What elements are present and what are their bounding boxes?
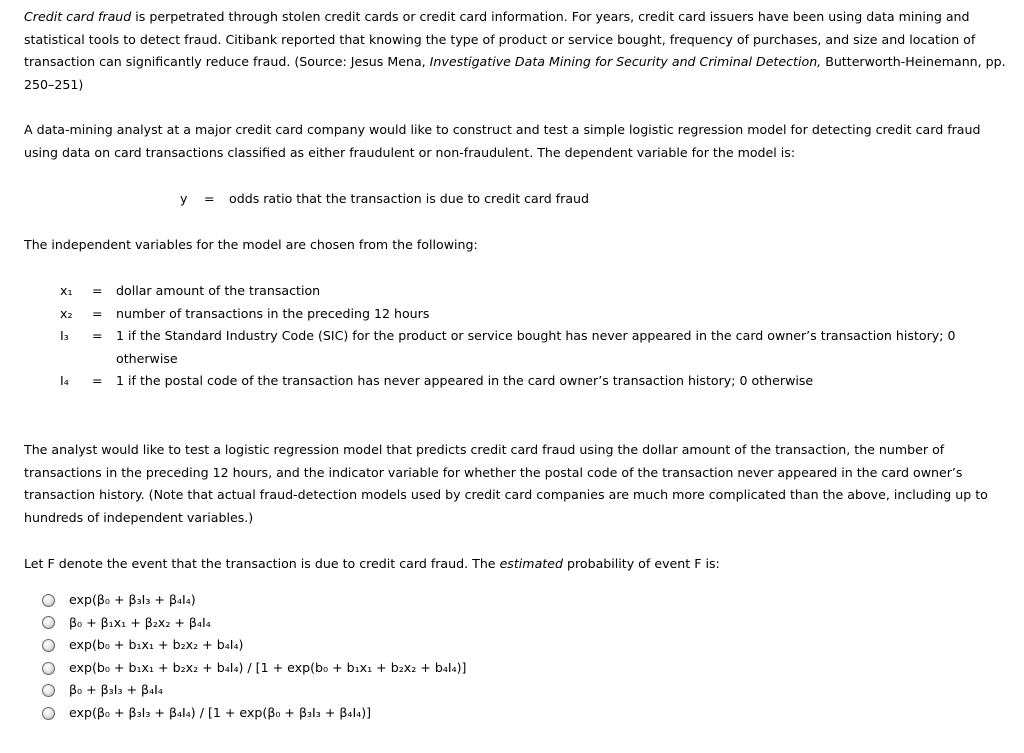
radio-button[interactable] bbox=[42, 684, 55, 697]
answer-option-5[interactable] bbox=[42, 679, 466, 702]
variable-row bbox=[60, 303, 1020, 326]
radio-button[interactable] bbox=[42, 594, 55, 607]
radio-button[interactable] bbox=[42, 639, 55, 652]
answer-option-1[interactable] bbox=[42, 589, 466, 612]
var-desc: number of transactions in the preceding 12 hours bbox=[116, 305, 430, 321]
model-paragraph: The analyst would like to test a logistic regression model that predicts credit card fraud using the dollar amount of the transaction, the number of transactions in the preceding 12 hours, and the indicator variable for whether the postal code of the transaction never appeared in the card owner’s transaction history. (Note that actual fraud-detection models used by credit card companies are much more complicated than the above, including up to hundreds of independent variables.) bbox=[24, 442, 988, 525]
prompt-emphasis: estimated bbox=[499, 556, 563, 571]
independent-intro: The independent variables for the model are chosen from the following: bbox=[24, 237, 478, 252]
intro-paragraph bbox=[24, 6, 1016, 96]
term-credit-card-fraud: Credit card fraud bbox=[24, 9, 132, 24]
analyst-paragraph: A data-mining analyst at a major credit card company would like to construct and test a simple logistic regression model for detecting credit card fraud using data on card transactions classified as either fraudulent or non-fraudulent. The dependent variable for the model is: bbox=[24, 122, 981, 160]
dep-var: y bbox=[180, 191, 188, 206]
option-label[interactable]: exp(β₀ + β₃I₃ + β₄I₄) / [1 + exp(β₀ + β₃I₃ + β₄I₄)] bbox=[69, 704, 372, 720]
source-title: Investigative Data Mining for Security and Criminal Detection, bbox=[429, 54, 822, 70]
dep-eq: = bbox=[204, 191, 215, 206]
variable-list bbox=[60, 280, 1020, 393]
dep-desc: odds ratio that the transaction is due to credit card fraud bbox=[229, 191, 590, 206]
variable-row bbox=[60, 370, 1020, 393]
var-eq: = bbox=[92, 328, 103, 344]
var-eq: = bbox=[92, 373, 103, 389]
answer-option-2[interactable] bbox=[42, 612, 466, 635]
radio-button[interactable] bbox=[42, 616, 55, 629]
variable-row bbox=[60, 325, 1020, 370]
option-label[interactable]: exp(β₀ + β₃I₃ + β₄I₄) bbox=[69, 592, 196, 607]
var-name: x₁ bbox=[60, 283, 73, 298]
radio-button[interactable] bbox=[42, 707, 55, 720]
var-name: I₃ bbox=[60, 328, 69, 344]
option-label[interactable]: β₀ + β₃I₃ + β₄I₄ bbox=[69, 682, 163, 698]
prompt-text: Let F denote the event that the transaction is due to credit card fraud. The bbox=[24, 556, 500, 571]
dependent-variable bbox=[180, 188, 589, 211]
answer-option-3[interactable] bbox=[42, 634, 466, 657]
answer-option-4[interactable] bbox=[42, 657, 466, 680]
var-eq: = bbox=[92, 305, 103, 321]
variable-row bbox=[60, 280, 1020, 303]
var-desc: 1 if the Standard Industry Code (SIC) for the product or service bought has never appeared in the card owner’s transaction history; 0 otherwise bbox=[116, 328, 956, 366]
var-eq: = bbox=[92, 283, 103, 298]
source-publisher: Butterworth-Heinemann, pp. 250–251) bbox=[24, 54, 1006, 92]
answer-option-6[interactable] bbox=[42, 702, 466, 725]
intro-text: is perpetrated through stolen credit cards or credit card information. For years, credit card issuers have been using data mining and statistical tools to detect fraud. Citibank reported that knowing the type of product or service bought, frequency of purchases, and size and location of transaction can significantly reduce fraud. (Source: Jesus Mena, bbox=[24, 9, 976, 70]
question-prompt bbox=[24, 553, 1016, 576]
answer-options bbox=[42, 589, 466, 725]
var-desc: dollar amount of the transaction bbox=[116, 283, 321, 298]
option-label[interactable]: exp(b₀ + b₁x₁ + b₂x₂ + b₄I₄) / [1 + exp(b₀ + b₁x₁ + b₂x₂ + b₄I₄)] bbox=[69, 659, 467, 675]
option-label[interactable]: exp(b₀ + b₁x₁ + b₂x₂ + b₄I₄) bbox=[69, 637, 244, 653]
var-name: x₂ bbox=[60, 305, 73, 321]
option-label[interactable]: β₀ + β₁x₁ + β₂x₂ + β₄I₄ bbox=[69, 614, 211, 630]
var-name: I₄ bbox=[60, 373, 69, 389]
prompt-text-end: probability of event F is: bbox=[562, 556, 720, 571]
var-desc: 1 if the postal code of the transaction has never appeared in the card owner’s transaction history; 0 otherwise bbox=[116, 373, 814, 389]
radio-button[interactable] bbox=[42, 662, 55, 675]
